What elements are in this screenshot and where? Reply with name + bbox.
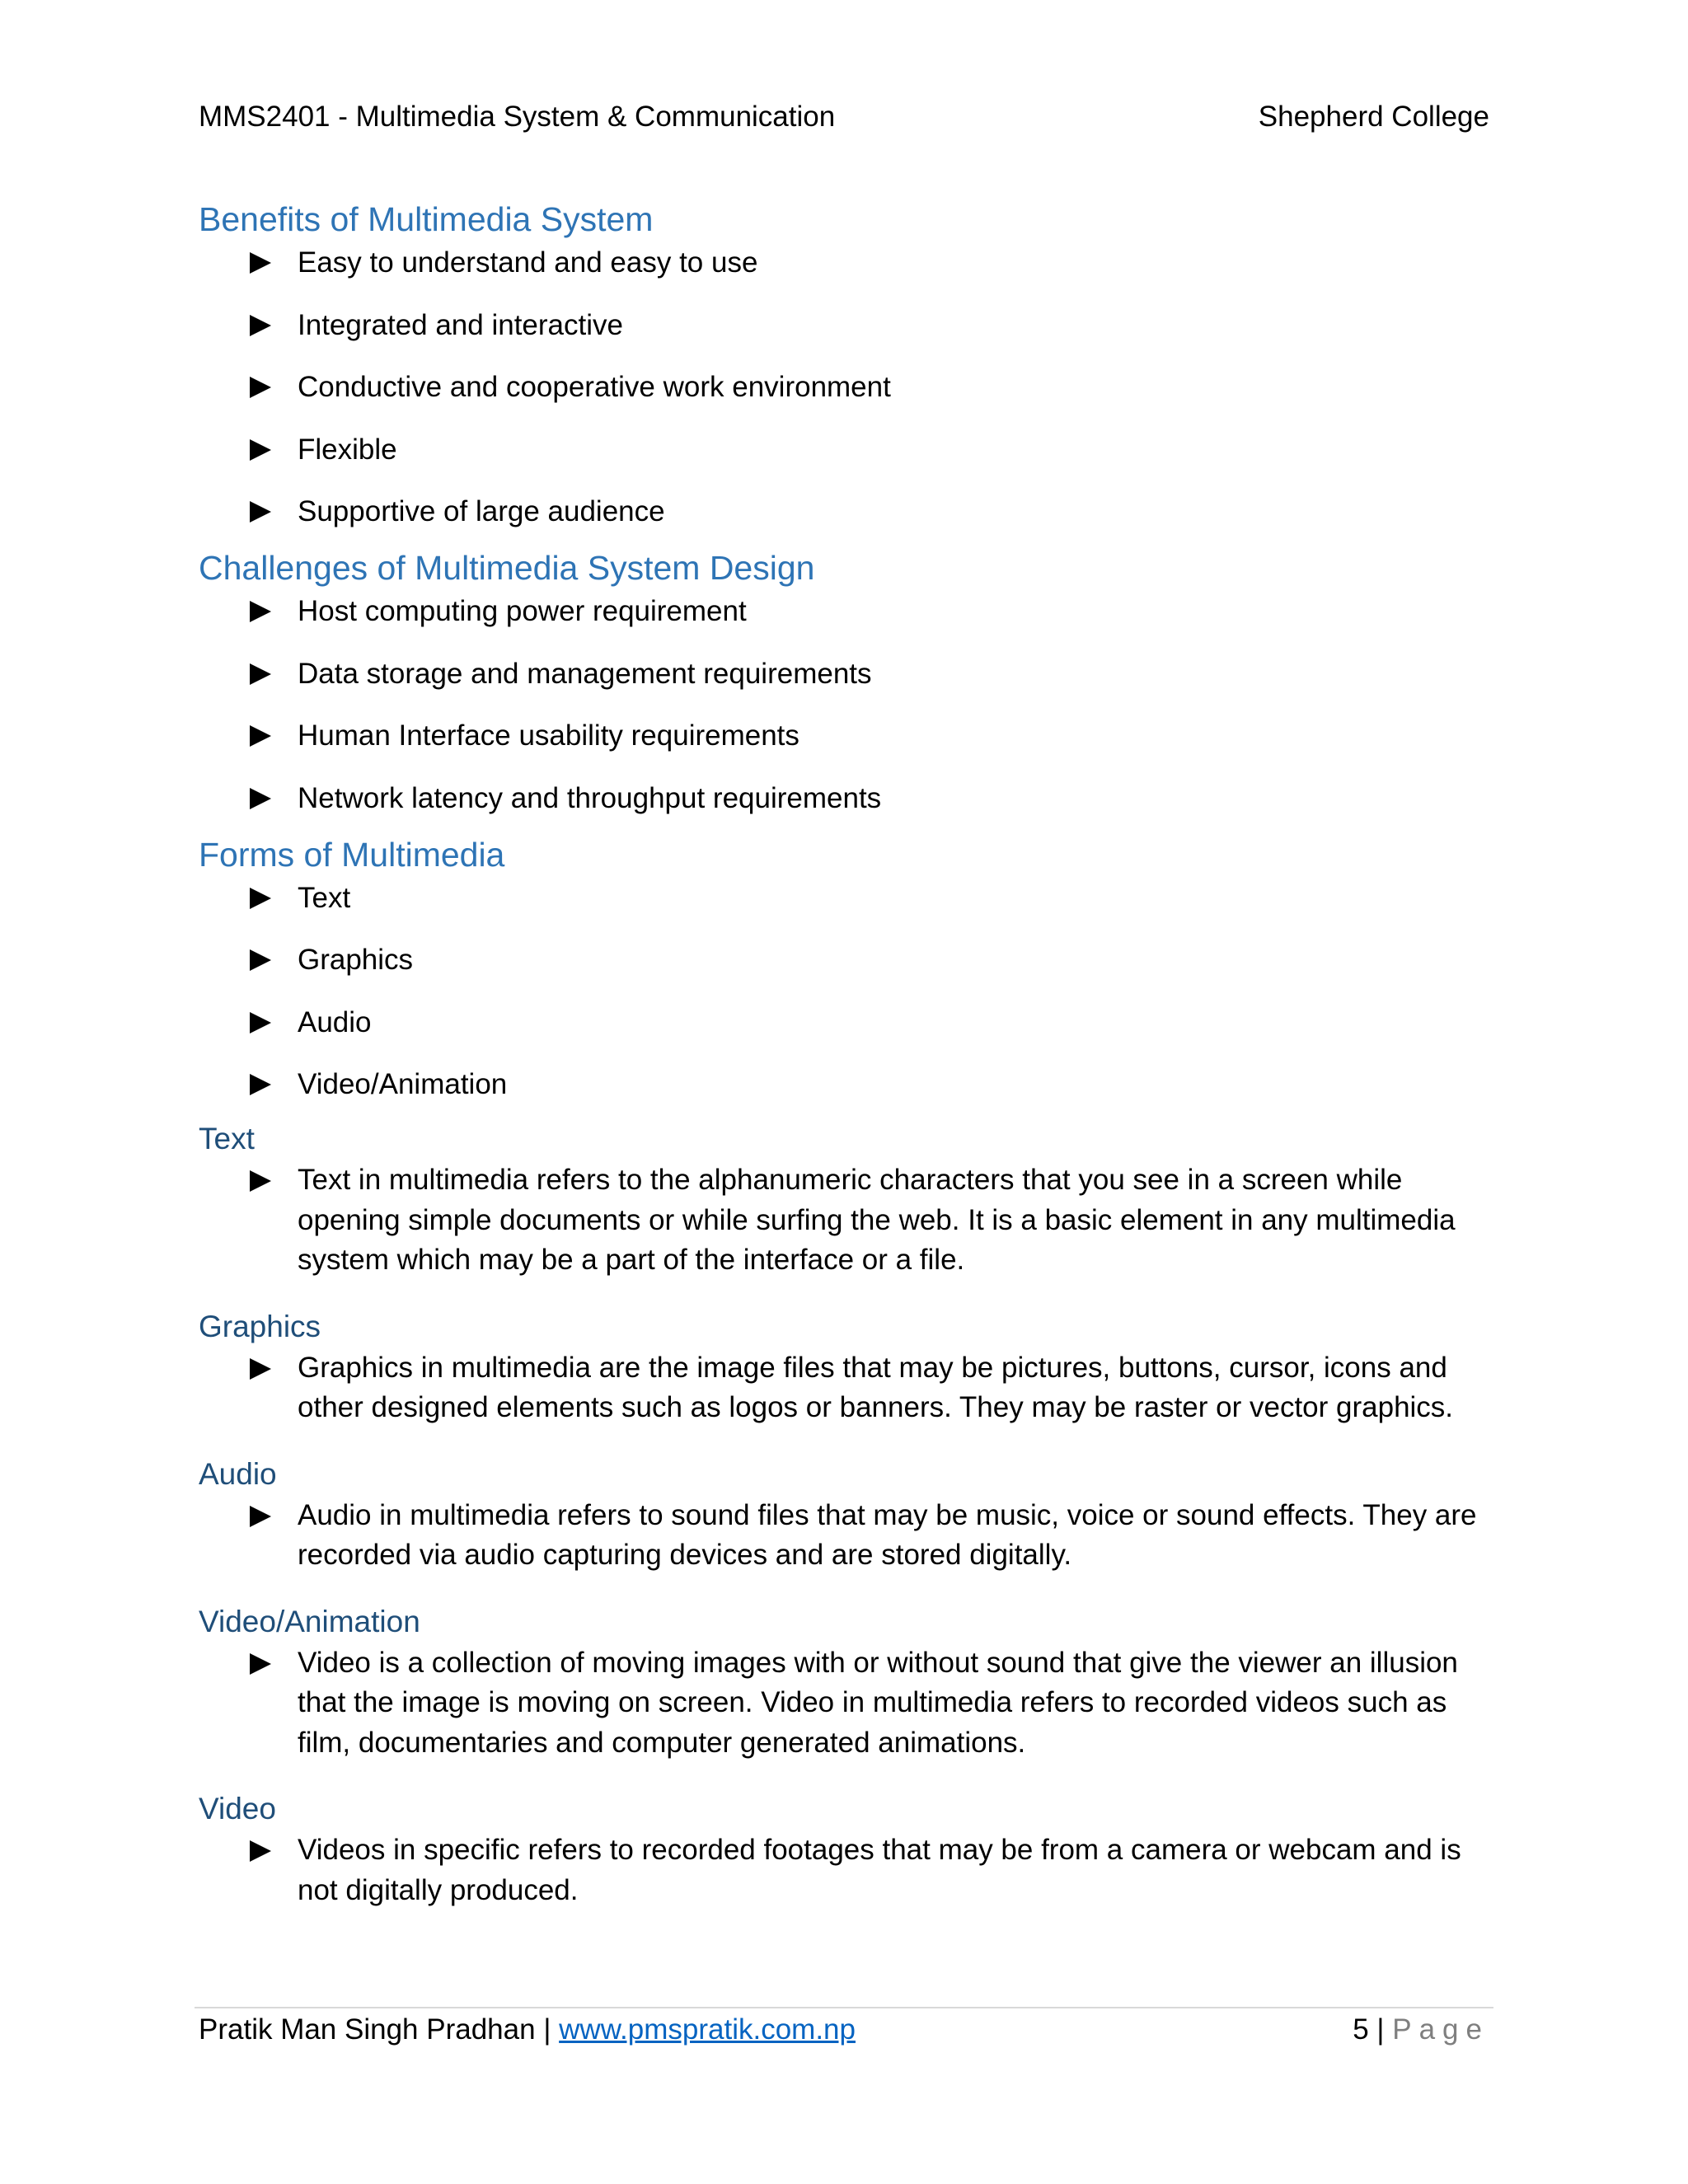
triangle-bullet-icon (250, 1074, 271, 1095)
website-link[interactable]: www.pmspratik.com.np (559, 2013, 856, 2046)
list-item (199, 1830, 1489, 1910)
list-item-text: Text in multimedia refers to the alphanumeric characters that you see in a screen while opening simple documents or while surfing the web. It is a basic element in any multimedia system which may be a part of the interface or a file. (298, 1164, 1456, 1276)
list-item-text: Audio (298, 1005, 372, 1038)
triangle-bullet-icon (250, 949, 271, 971)
list-item (199, 305, 1489, 345)
audio-heading: Audio (199, 1456, 277, 1491)
video-animation-list (199, 1643, 1489, 1764)
triangle-bullet-icon (250, 1506, 271, 1527)
list-item (199, 1064, 1489, 1104)
triangle-bullet-icon (250, 501, 271, 523)
triangle-bullet-icon (250, 1840, 271, 1862)
triangle-bullet-icon (250, 315, 271, 336)
page-number: 5 (1353, 2013, 1369, 2046)
forms-heading: Forms of Multimedia (199, 835, 505, 874)
footer-divider (195, 2007, 1493, 2008)
triangle-bullet-icon (250, 1653, 271, 1675)
page-separator: | (1376, 2013, 1385, 2046)
challenges-heading: Challenges of Multimedia System Design (199, 549, 815, 587)
page-footer (199, 2010, 1489, 2050)
video-heading: Video (199, 1792, 276, 1825)
triangle-bullet-icon (250, 888, 271, 909)
list-item (199, 1496, 1489, 1576)
list-item (199, 1643, 1489, 1764)
benefits-heading: Benefits of Multimedia System (199, 200, 654, 238)
triangle-bullet-icon (250, 725, 271, 747)
text-list (199, 1160, 1489, 1281)
list-item-text: Human Interface usability requirements (298, 719, 799, 752)
triangle-bullet-icon (250, 1012, 271, 1033)
video-animation-heading: Video/Animation (199, 1604, 420, 1638)
list-item (199, 715, 1489, 756)
list-item (199, 367, 1489, 407)
list-item (199, 242, 1489, 283)
footer-left (199, 2010, 856, 2050)
footer-separator: | (543, 2013, 551, 2046)
graphics-list (199, 1348, 1489, 1428)
triangle-bullet-icon (250, 788, 271, 809)
list-item (199, 654, 1489, 694)
list-item-text: Conductive and cooperative work environment (298, 371, 891, 403)
list-item (199, 429, 1489, 470)
list-item-text: Video/Animation (298, 1068, 508, 1100)
list-item-text: Video is a collection of moving images with or without sound that give the viewer an illusion that the image is moving on screen. Video in multimedia refers to recorded videos such as film, documentaries and computer generated animations. (298, 1646, 1458, 1759)
list-item-text: Flexible (298, 433, 397, 466)
page-indicator (1353, 2010, 1489, 2050)
video-list (199, 1830, 1489, 1910)
page-content (199, 196, 1489, 1935)
author-name: Pratik Man Singh Pradhan (199, 2013, 536, 2046)
triangle-bullet-icon (250, 439, 271, 461)
audio-list (199, 1496, 1489, 1576)
triangle-bullet-icon (250, 1170, 271, 1192)
list-item (199, 778, 1489, 818)
triangle-bullet-icon (250, 601, 271, 622)
college-name: Shepherd College (1258, 101, 1489, 133)
triangle-bullet-icon (250, 252, 271, 274)
list-item-text: Videos in specific refers to recorded footages that may be from a camera or webcam and is not digitally produced. (298, 1834, 1461, 1906)
list-item-text: Graphics in multimedia are the image files that may be pictures, buttons, cursor, icons and other designed elements such as logos or banners. They may be raster or vector graphics. (298, 1351, 1454, 1423)
list-item-text: Graphics (298, 944, 414, 976)
triangle-bullet-icon (250, 1358, 271, 1380)
list-item (199, 1160, 1489, 1281)
list-item-text: Host computing power requirement (298, 595, 747, 627)
list-item (199, 1002, 1489, 1043)
list-item-text: Audio in multimedia refers to sound files that may be music, voice or sound effects. They are recorded via audio capturing devices and are stored digitally. (298, 1498, 1477, 1571)
triangle-bullet-icon (250, 377, 271, 398)
list-item (199, 1348, 1489, 1428)
forms-list (199, 878, 1489, 1105)
challenges-list (199, 591, 1489, 818)
list-item (199, 940, 1489, 980)
list-item-text: Data storage and management requirements (298, 657, 872, 690)
benefits-list (199, 242, 1489, 532)
list-item (199, 878, 1489, 918)
list-item-text: Supportive of large audience (298, 495, 665, 527)
triangle-bullet-icon (250, 663, 271, 685)
list-item-text: Network latency and throughput requirements (298, 781, 882, 814)
list-item-text: Easy to understand and easy to use (298, 246, 758, 279)
page-label: Page (1392, 2013, 1489, 2046)
text-heading: Text (199, 1122, 255, 1155)
graphics-heading: Graphics (199, 1309, 321, 1343)
list-item-text: Text (298, 881, 351, 914)
list-item-text: Integrated and interactive (298, 308, 623, 341)
course-title: MMS2401 - Multimedia System & Communication (199, 101, 836, 133)
list-item (199, 491, 1489, 532)
list-item (199, 591, 1489, 631)
page-header (199, 97, 1489, 137)
